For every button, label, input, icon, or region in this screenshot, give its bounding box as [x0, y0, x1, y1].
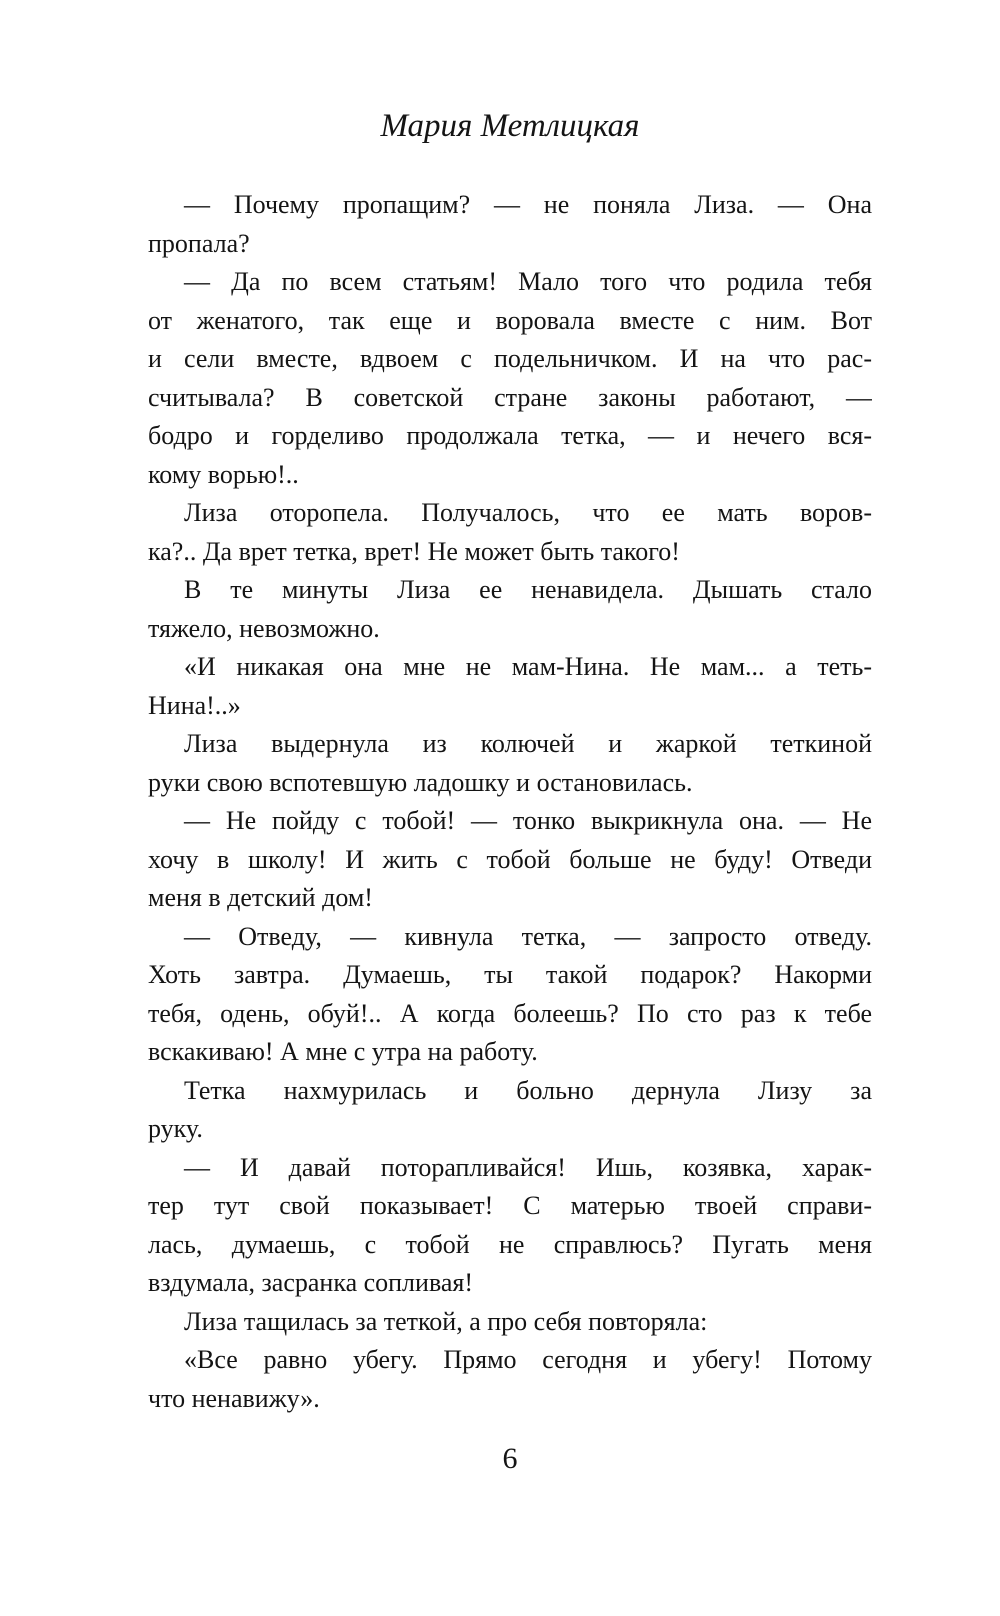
paragraph [148, 918, 872, 1072]
text-line: от женатого, так еще и воровала вместе с ним. Вот [148, 305, 872, 335]
text-line: — Не пойду с тобой! — тонко выкрикнула она. — Не [184, 806, 872, 835]
text-line: руки свою вспотевшую ладошку и остановилась. [148, 767, 693, 797]
text-line: тер тут свой показывает! С матерью твоей справи- [148, 1191, 872, 1220]
paragraph [148, 186, 872, 263]
text-line: меня в детский дом! [148, 883, 373, 912]
text-line: и сели вместе, вдвоем с подельничком. И на что рас- [148, 344, 872, 373]
text-line: — Отведу, — кивнула тетка, — запросто отведу. [184, 921, 872, 951]
text-line: тебя, одень, обуй!.. А когда болеешь? По сто раз к тебе [148, 998, 872, 1028]
paragraph [148, 1072, 872, 1149]
text-line: вскакиваю! А мне с утра на работу. [148, 1037, 538, 1066]
text-line: — И давай поторапливайся! Ишь, козявка, харак- [184, 1152, 872, 1182]
paragraph [148, 802, 872, 918]
paragraph [148, 494, 872, 571]
running-head-author: Мария Метлицкая [380, 108, 640, 144]
text-line: «Все равно убегу. Прямо сегодня и убегу! Потому [184, 1345, 872, 1374]
text-line: тяжело, невозможно. [148, 613, 380, 643]
text-line: Лиза оторопела. Получалось, что ее мать воров- [184, 498, 872, 527]
text-line: Тетка нахмурилась и больно дернула Лизу за [184, 1075, 872, 1105]
text-line: Нина!..» [148, 690, 241, 720]
text-line: Лиза выдернула из колючей и жаркой теткиной [184, 729, 872, 758]
text-line: — Почему пропащим? — не поняла Лиза. — Она [184, 190, 872, 219]
text-line: «И никакая она мне не мам-Нина. Не мам... а теть- [184, 652, 872, 681]
paragraph [148, 648, 872, 725]
text-line: Лиза тащилась за теткой, а про себя повторяла: [184, 1306, 708, 1336]
text-line: что ненавижу». [148, 1383, 320, 1413]
text-line: хочу в школу! И жить с тобой больше не буду! Отведи [148, 844, 872, 874]
paragraph [148, 571, 872, 648]
text-line: руку. [148, 1114, 203, 1143]
paragraph [148, 725, 872, 802]
text-line: ка?.. Да врет тетка, врет! Не может быть такого! [148, 536, 680, 566]
text-line: — Да по всем статьям! Мало того что родила тебя [184, 267, 872, 296]
text-line: пропала? [148, 228, 250, 258]
page-number: 6 [502, 1442, 518, 1475]
text-line: Хоть завтра. Думаешь, ты такой подарок? Накорми [148, 960, 872, 989]
text-line: считывала? В советской стране законы работают, — [148, 382, 872, 412]
text-line: кому ворью!.. [148, 459, 299, 489]
paragraph [148, 1341, 872, 1418]
text-line: бодро и горделиво продолжала тетка, — и нечего вся- [148, 421, 872, 450]
text-line: лась, думаешь, с тобой не справлюсь? Пугать меня [148, 1229, 872, 1259]
text-block [148, 186, 872, 1418]
paragraph [148, 1303, 872, 1342]
paragraph [148, 1149, 872, 1303]
text-line: вздумала, засранка сопливая! [148, 1268, 474, 1297]
text-line: В те минуты Лиза ее ненавидела. Дышать стало [184, 575, 872, 604]
paragraph [148, 263, 872, 494]
